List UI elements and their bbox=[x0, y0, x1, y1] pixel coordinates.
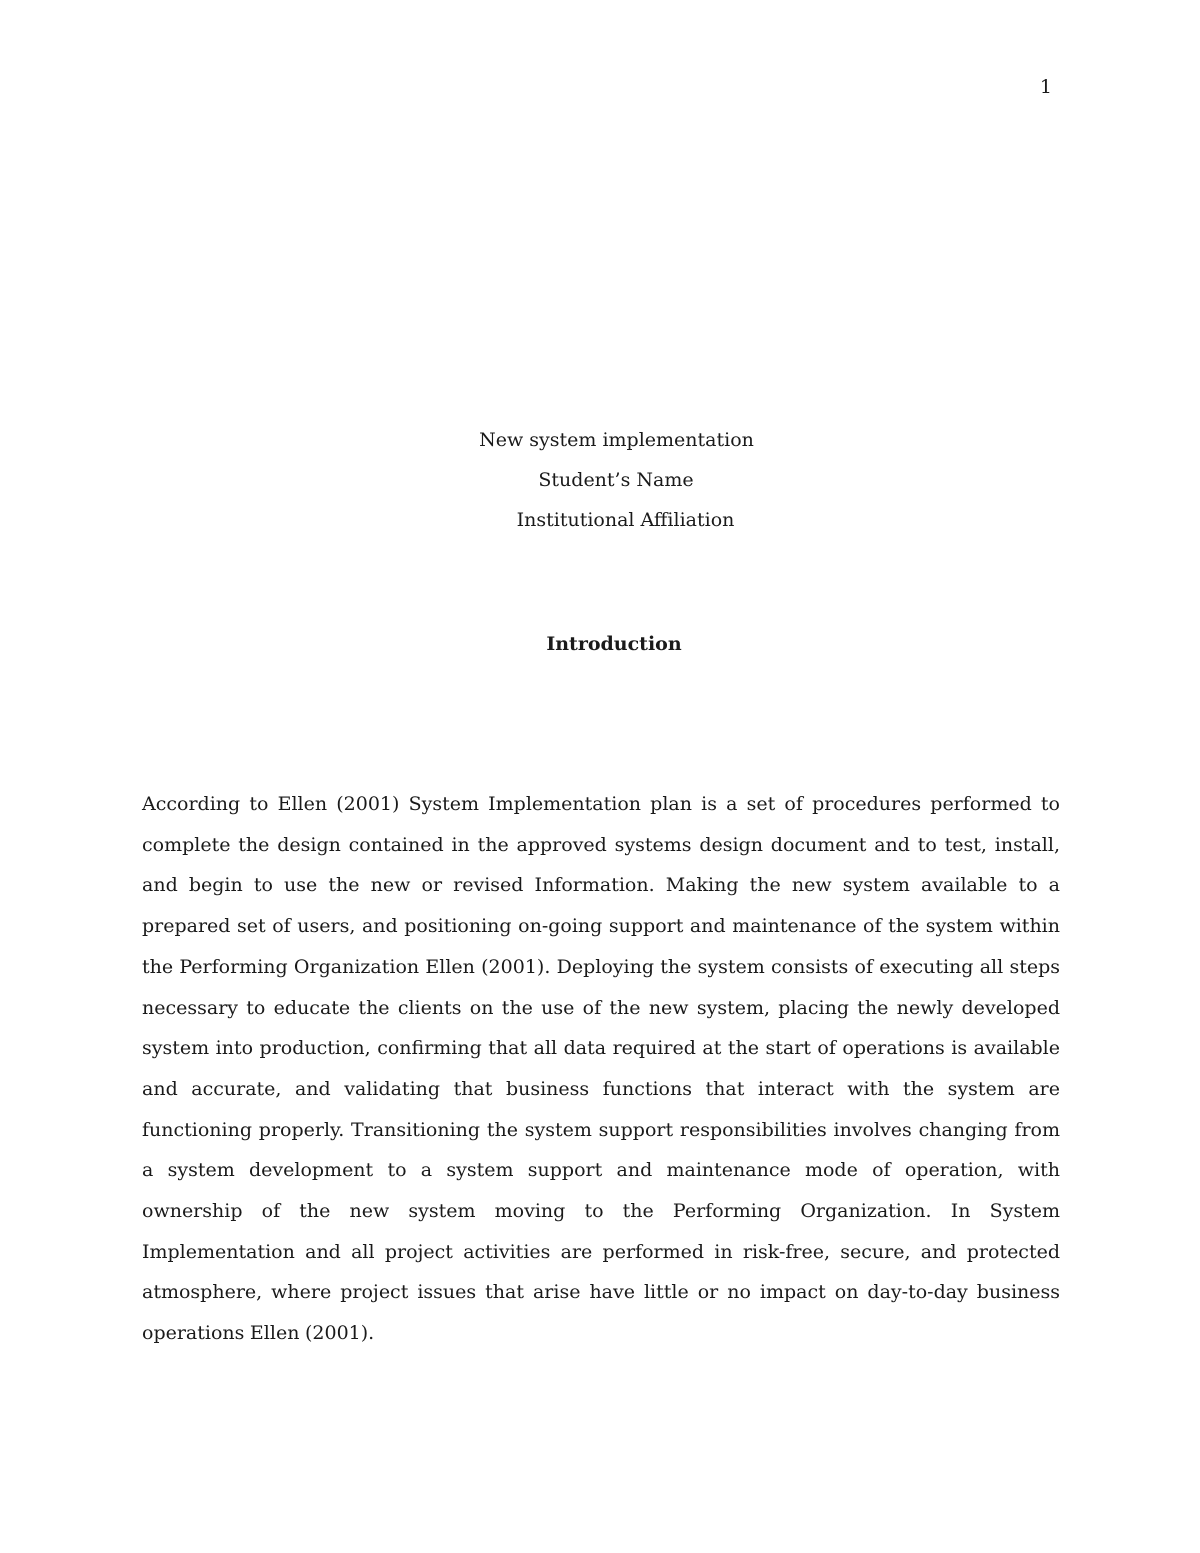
page-number: 1 bbox=[1039, 76, 1052, 98]
paper-title: New system implementation bbox=[479, 429, 754, 451]
title-block bbox=[0, 424, 1200, 544]
institutional-affiliation: Institutional Affiliation bbox=[516, 509, 735, 531]
introduction-paragraph: According to Ellen (2001) System Implementation plan is a set of procedures performed to complete the design contained in the approved systems design document and to test, install, and begin to use the new or revised Information. Making the new system available to a prepared set of users, and positioning on-going support and maintenance of the system within the Performing Organization Ellen (2001). Deploying the system consists of executing all steps necessary to educate the clients on the use of the new system, placing the newly developed system into production, confirming that all data required at the start of operations is available and accurate, and validating that business functions that interact with the system are functioning properly. Transitioning the system support responsibilities involves changing from a system development to a system support and maintenance mode of operation, with ownership of the new system moving to the Performing Organization. In System Implementation and all project activities are performed in risk-free, secure, and protected atmosphere, where project issues that arise have little or no impact on day-to-day business operations Ellen (2001). bbox=[142, 793, 1060, 1345]
student-name: Student’s Name bbox=[538, 469, 694, 491]
section-heading-introduction: Introduction bbox=[546, 633, 682, 655]
